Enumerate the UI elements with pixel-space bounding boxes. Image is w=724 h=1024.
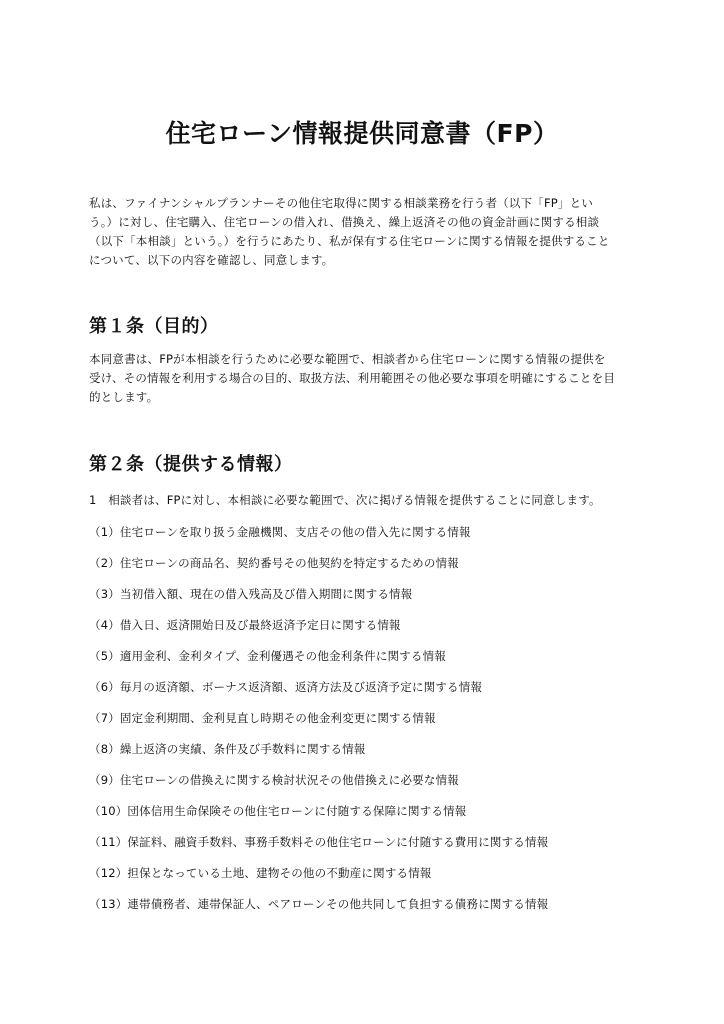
list-item: （1）住宅ローンを取り扱う金融機関、支店その他の借入先に関する情報 xyxy=(89,525,471,539)
article-2-item-list xyxy=(89,523,649,926)
list-item: （7）固定金利期間、金利見直し時期その他金利変更に関する情報 xyxy=(89,711,436,725)
list-item: （5）適用金利、金利タイプ、金利優遇その他金利条件に関する情報 xyxy=(89,649,447,663)
list-item: （6）毎月の返済額、ボーナス返済額、返済方法及び返済予定に関する情報 xyxy=(89,680,483,694)
list-item: （2）住宅ローンの商品名、契約番号その他契約を特定するための情報 xyxy=(89,556,459,570)
intro-paragraph: 私は、ファイナンシャルプランナーその他住宅取得に関する相談業務を行う者（以下「FP」とい う。）に対し、住宅購入、住宅ローンの借入れ、借換え、繰上返済その他の資金計画に関する相談 （以下「本相談」という。）を行うにあたり、私が保有する住宅ローンに関する情報を提供すること について、以下の内容を確認し、同意します。 xyxy=(89,196,610,267)
document-title: 住宅ローン情報提供同意書（FP） xyxy=(165,119,559,148)
article-2-heading: 第２条（提供する情報） xyxy=(89,454,293,475)
list-item: （12）担保となっている土地、建物その他の不動産に関する情報 xyxy=(89,866,432,880)
list-item: （3）当初借入額、現在の借入残高及び借入期間に関する情報 xyxy=(89,587,413,601)
article-2-lead: 1 相談者は、FPに対し、本相談に必要な範囲で、次に掲げる情報を提供することに同意します。 xyxy=(89,493,601,507)
article-1-body: 本同意書は、FPが本相談を行うために必要な範囲で、相談者から住宅ローンに関する情報の提供を 受け、その情報を利用する場合の目的、取扱方法、利用範囲その他必要な事項を明確にすることを目 的とします。 xyxy=(89,352,616,404)
list-item: （8）繰上返済の実績、条件及び手数料に関する情報 xyxy=(89,742,366,756)
list-item: （9）住宅ローンの借換えに関する検討状況その他借換えに必要な情報 xyxy=(89,773,459,787)
list-item: （10）団体信用生命保険その他住宅ローンに付随する保障に関する情報 xyxy=(89,804,467,818)
list-item: （13）連帯債務者、連帯保証人、ペアローンその他共同して負担する債務に関する情報 xyxy=(89,897,549,911)
list-item: （4）借入日、返済開始日及び最終返済予定日に関する情報 xyxy=(89,618,401,632)
list-item: （11）保証料、融資手数料、事務手数料その他住宅ローンに付随する費用に関する情報 xyxy=(89,835,549,849)
article-1-heading: 第１条（目的） xyxy=(89,316,219,337)
